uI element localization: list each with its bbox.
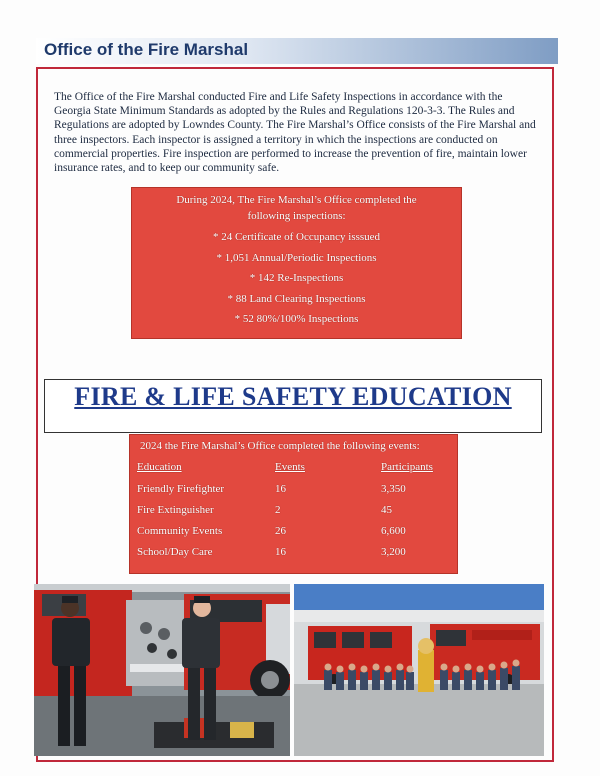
inspection-item: * 88 Land Clearing Inspections	[227, 292, 366, 305]
firefighters-photo-illustration	[34, 584, 290, 756]
inspections-heading-2: following inspections:	[247, 210, 346, 222]
row-education: Community Events	[137, 525, 223, 537]
column-header-participants: Participants	[381, 461, 433, 473]
intro-paragraph: The Office of the Fire Marshal conducted Fire and Life Safety Inspections in accordance with the Georgia State Minimum Standards as adopted by the Rules and Regulations 120-3-3. The Rules and Regulations are adopted by Lowndes County. The Fire Marshal’s Office consists of the Fire Marshal and three inspectors. Each inspector is assigned a territory in which the inspections are conducted on commercial properties. Fire inspection are performed to increase the prevention of fire, maintain lower insurance rates, and to keep our community safe.	[54, 91, 536, 175]
children-group-photo	[294, 584, 544, 756]
row-events: 16	[275, 546, 286, 558]
row-events: 26	[275, 525, 286, 537]
row-education: Friendly Firefighter	[137, 483, 225, 495]
row-events: 2	[275, 504, 281, 516]
inspection-item: * 52 80%/100% Inspections	[234, 313, 359, 325]
column-header-events: Events	[275, 461, 305, 473]
children-group-photo-illustration	[294, 584, 544, 756]
row-participants: 3,350	[381, 483, 406, 495]
events-heading: 2024 the Fire Marshal’s Office completed the following events:	[140, 440, 420, 452]
inspection-item: * 1,051 Annual/Periodic Inspections	[216, 251, 377, 264]
firefighters-photo	[34, 584, 290, 756]
inspection-item: * 24 Certificate of Occupancy isssued	[212, 231, 381, 243]
row-participants: 6,600	[381, 525, 406, 537]
inspections-heading-1: During 2024, The Fire Marshal’s Office completed the	[176, 194, 417, 206]
row-participants: 45	[381, 504, 392, 516]
inspection-item: * 142 Re-Inspections	[249, 272, 344, 284]
row-participants: 3,200	[381, 546, 406, 558]
column-header-education: Education	[137, 461, 182, 473]
row-events: 16	[275, 483, 286, 495]
page-title: Office of the Fire Marshal	[44, 40, 249, 59]
events-box	[129, 434, 458, 574]
inspections-box	[131, 187, 462, 339]
education-title: FIRE & LIFE SAFETY EDUCATION	[74, 382, 512, 411]
row-education: Fire Extinguisher	[137, 504, 214, 516]
row-education: School/Day Care	[137, 546, 213, 558]
